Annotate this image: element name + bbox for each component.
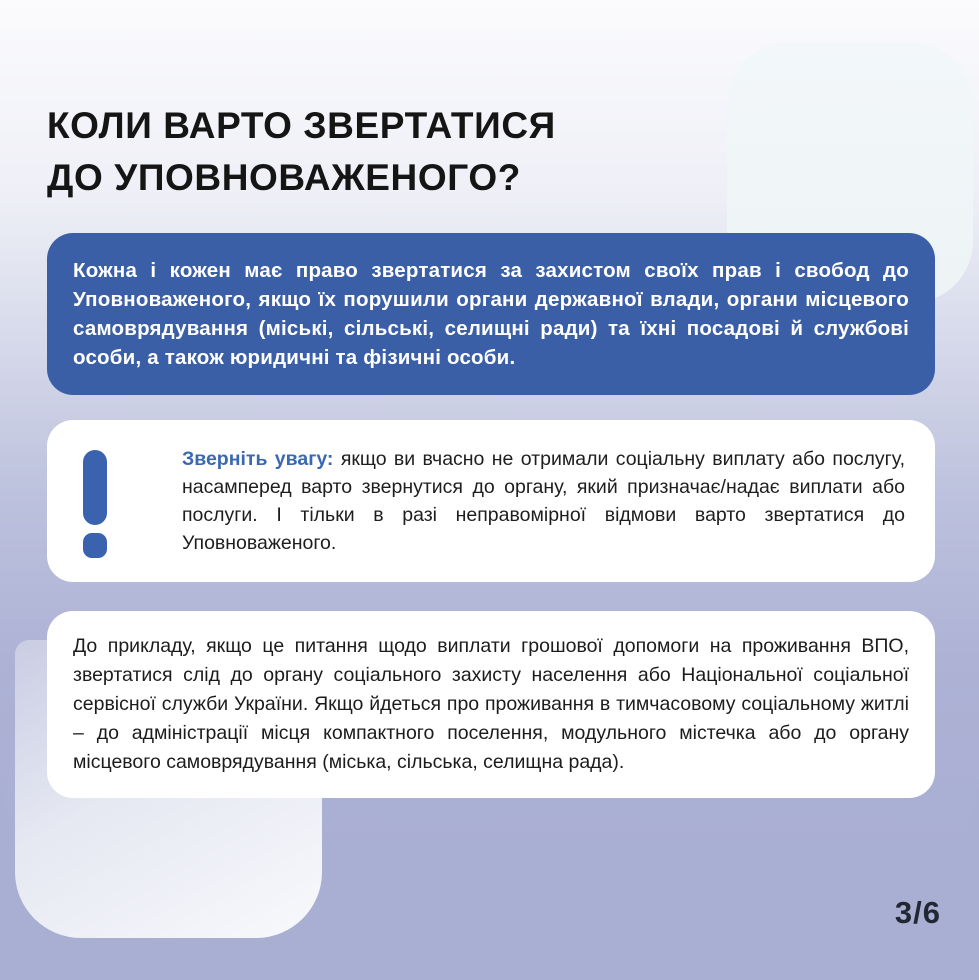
intro-card-text: Кожна і кожен має право звертатися за захистом своїх прав і свобод до Уповноваженого, якщо їх порушили органи державної влади, органи місцевого самоврядування (міські, сільські, селищні ради) та їхні посадові й службові особи, а також юридичні та фізичні особи.: [73, 259, 909, 369]
notice-lead-text: Зверніть увагу:: [182, 448, 334, 470]
example-card: [47, 611, 935, 798]
exclamation-icon: [83, 450, 107, 558]
intro-card: [47, 233, 935, 395]
page-title: [47, 100, 556, 204]
exclamation-icon-bar: [83, 450, 107, 525]
example-card-text: До прикладу, якщо це питання щодо виплати грошової допомоги на проживання ВПО, звертатися слід до органу соціального захисту населення або Національної соціальної сервісної служби України. Якщо йдеться про проживання в тимчасовому соціальному житлі – до адміністрації місця компактного поселення, модульного містечка або до органу місцевого самоврядування (міська, сільська, селищна рада).: [73, 635, 909, 773]
notice-card: [47, 420, 935, 582]
exclamation-icon-dot: [83, 533, 107, 558]
page-indicator: 3/6: [894, 895, 941, 930]
title-line-2: ДО УПОВНОВАЖЕНОГО?: [47, 157, 521, 198]
title-line-1: КОЛИ ВАРТО ЗВЕРТАТИСЯ: [47, 105, 556, 146]
notice-body-text: якщо ви вчасно не отримали соціальну виплату або послугу, насамперед варто звернутися до органу, який призначає/надає виплати або послуги. І тільки в разі неправомірної відмови варто звертатися до Уповноваженого.: [182, 448, 906, 554]
